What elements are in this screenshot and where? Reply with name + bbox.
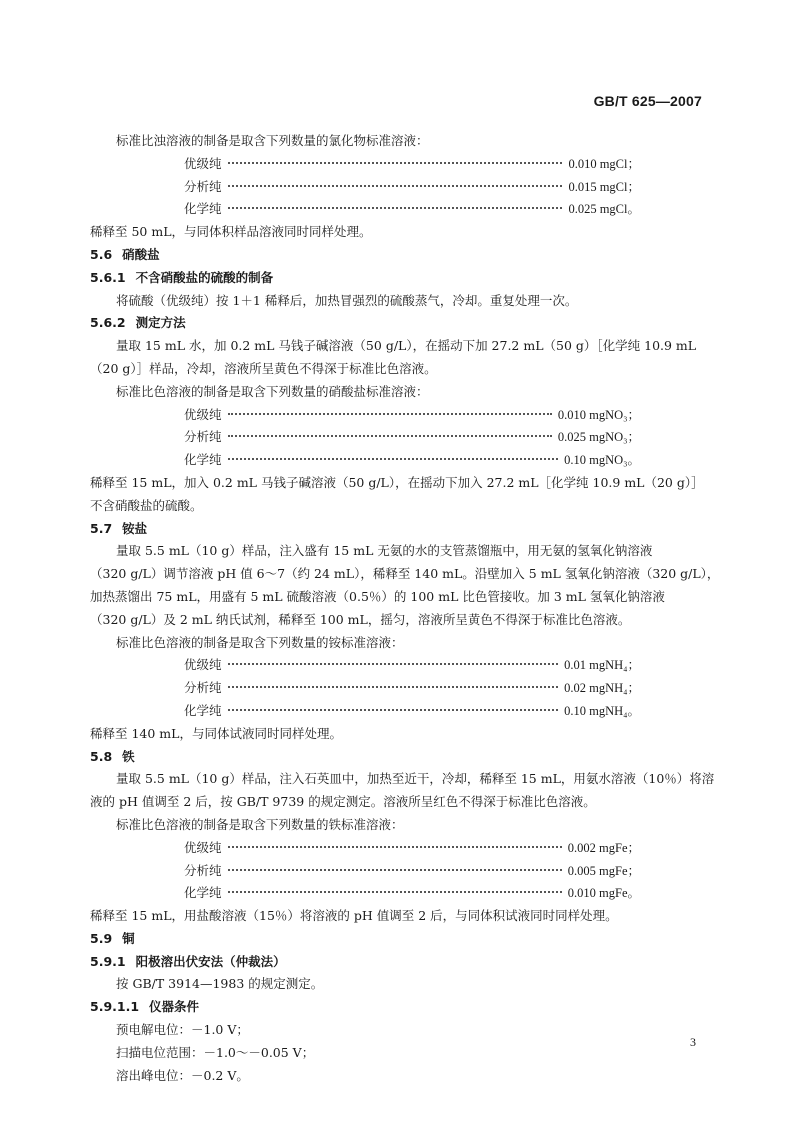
grade-label: 化学纯: [184, 702, 222, 718]
grade-row: [184, 176, 640, 199]
dot-leader: [228, 709, 559, 711]
grade-label: 分析纯: [184, 680, 222, 696]
grade-value: 0.02 mgNH₄；: [564, 681, 640, 696]
grade-list: [90, 654, 710, 722]
grade-row: [184, 198, 640, 221]
paragraph: （320 g/L）及 2 mL 纳氏试剂，稀释至 100 mL，摇匀，溶液所呈黄色不得深于标准比色溶液。: [90, 611, 631, 627]
paragraph: 将硫酸（优级纯）按 1＋1 稀释后，加热冒强烈的硫酸蒸气，冷却。重复处理一次。: [116, 292, 578, 308]
grade-label: 化学纯: [184, 201, 222, 217]
section-heading: [90, 312, 710, 335]
section-heading: [90, 996, 710, 1019]
grade-label: 优级纯: [184, 155, 222, 171]
grade-label: 优级纯: [184, 406, 222, 422]
paragraph: （20 g）］样品，冷却，溶液所呈黄色不得深于标准比色溶液。: [90, 360, 437, 376]
grade-label: 优级纯: [184, 839, 222, 855]
paragraph: 液的 pH 值调至 2 后，按 GB/T 9739 的规定测定。溶液所呈红色不得深于标准比色溶液。: [90, 794, 596, 810]
section-number: 5.9.1: [90, 953, 126, 969]
grade-row: [184, 426, 640, 449]
section-title: 不含硝酸盐的硫酸的制备: [135, 269, 274, 285]
grade-label: 分析纯: [184, 178, 222, 194]
dot-leader: [228, 846, 562, 848]
section-number: 5.9: [90, 930, 113, 946]
dot-leader: [228, 207, 563, 209]
section-title: 仪器条件: [149, 999, 200, 1015]
section-heading: [90, 746, 710, 769]
paragraph: 稀释至 15 mL，加入 0.2 mL 马钱子碱溶液（50 g/L），在摇动下加入 27.2 mL［化学纯 10.9 mL（20 g）］: [90, 474, 704, 490]
grade-value: 0.025 mgNO₃；: [557, 430, 640, 445]
dot-leader: [228, 891, 562, 893]
grade-value: 0.010 mgNO₃；: [557, 407, 640, 422]
grade-label: 分析纯: [184, 862, 222, 878]
grade-row: [184, 153, 640, 176]
section-number: 5.6: [90, 246, 113, 262]
grade-list: [90, 153, 710, 221]
paragraph: 标准比色溶液的制备是取含下列数量的硝酸盐标准溶液：: [116, 383, 429, 399]
section-heading: [90, 951, 710, 974]
section-number: 5.6.2: [90, 315, 126, 331]
paragraph: 标准比色溶液的制备是取含下列数量的铁标准溶液：: [116, 816, 404, 832]
section-number: 5.9.1.1: [90, 999, 140, 1015]
section-heading: [90, 267, 710, 290]
paragraph: 稀释至 15 mL，用盐酸溶液（15％）将溶液的 pH 值调至 2 后，与同体积试液同时同样处理。: [90, 908, 618, 924]
section-heading: [90, 518, 710, 541]
standard-code: GB/T 625—2007: [593, 93, 702, 109]
dot-leader: [228, 435, 552, 437]
section-title: 铁: [122, 748, 135, 764]
paragraph: 稀释至 140 mL，与同体试液同时同样处理。: [90, 725, 342, 741]
grade-value: 0.01 mgNH₄；: [564, 658, 640, 673]
section-number: 5.8: [90, 748, 113, 764]
dot-leader: [228, 413, 552, 415]
grade-list: [90, 404, 710, 472]
paragraph: 扫描电位范围：－1.0～－0.05 V；: [116, 1044, 315, 1060]
section-title: 阳极溶出伏安法（仲裁法）: [135, 953, 286, 969]
document-body: [90, 130, 720, 1087]
grade-row: [184, 700, 640, 723]
paragraph: 标准比色溶液的制备是取含下列数量的铵标准溶液：: [116, 634, 404, 650]
paragraph: 加热蒸馏出 75 mL，用盛有 5 mL 硫酸溶液（0.5％）的 100 mL 比色管接收。加 3 mL 氢氧化钠溶液: [90, 588, 665, 604]
grade-value: 0.10 mgNH₄。: [564, 703, 640, 718]
grade-label: 分析纯: [184, 429, 222, 445]
grade-label: 化学纯: [184, 885, 222, 901]
paragraph: 预电解电位：－1.0 V；: [116, 1022, 249, 1038]
grade-row: [184, 860, 640, 883]
dot-leader: [228, 458, 559, 460]
paragraph: 标准比浊溶液的制备是取含下列数量的氯化物标准溶液：: [116, 133, 429, 148]
grade-value: 0.002 mgFe；: [567, 840, 640, 855]
page-number: 3: [690, 1035, 696, 1049]
paragraph: 量取 5.5 mL（10 g）样品，注入石英皿中，加热至近干，冷却，稀释至 15 mL，用氨水溶液（10％）将溶: [116, 771, 715, 787]
grade-row: [184, 882, 640, 905]
paragraph: 量取 5.5 mL（10 g）样品，注入盛有 15 mL 无氨的水的支管蒸馏瓶中，用无氨的氢氧化钠溶液: [116, 543, 653, 559]
dot-leader: [228, 185, 563, 187]
paragraph: 稀释至 50 mL，与同体积样品溶液同时同样处理。: [90, 224, 372, 240]
grade-value: 0.010 mgCl；: [568, 156, 640, 171]
grade-row: [184, 404, 640, 427]
grade-value: 0.10 mgNO₃。: [564, 453, 640, 468]
section-heading: [90, 928, 710, 951]
grade-row: [184, 677, 640, 700]
grade-value: 0.010 mgFe。: [567, 886, 640, 901]
dot-leader: [228, 869, 562, 871]
section-heading: [90, 244, 710, 267]
section-title: 铵盐: [122, 520, 148, 536]
section-title: 铜: [122, 930, 135, 946]
grade-row: [184, 654, 640, 677]
section-number: 5.7: [90, 520, 113, 536]
grade-label: 优级纯: [184, 657, 222, 673]
grade-value: 0.025 mgCl。: [568, 202, 640, 217]
dot-leader: [228, 686, 559, 688]
grade-list: [90, 837, 710, 905]
grade-value: 0.015 mgCl；: [568, 179, 640, 194]
paragraph: 溶出峰电位：－0.2 V。: [116, 1067, 249, 1083]
section-title: 测定方法: [135, 315, 186, 331]
dot-leader: [228, 162, 563, 164]
section-number: 5.6.1: [90, 269, 126, 285]
paragraph: （320 g/L）调节溶液 pH 值 6～7（约 24 mL），稀释至 140 mL。沿壁加入 5 mL 氢氧化钠溶液（320 g/L），: [90, 566, 720, 582]
paragraph: 不含硝酸盐的硫酸。: [90, 497, 203, 513]
paragraph: 按 GB/T 3914—1983 的规定测定。: [116, 976, 324, 992]
grade-row: [184, 449, 640, 472]
grade-value: 0.005 mgFe；: [567, 863, 640, 878]
dot-leader: [228, 663, 559, 665]
section-title: 硝酸盐: [122, 246, 160, 262]
grade-label: 化学纯: [184, 452, 222, 468]
paragraph: 量取 15 mL 水，加 0.2 mL 马钱子碱溶液（50 g/L），在摇动下加 27.2 mL（50 g）［化学纯 10.9 mL: [116, 338, 697, 354]
grade-row: [184, 837, 640, 860]
